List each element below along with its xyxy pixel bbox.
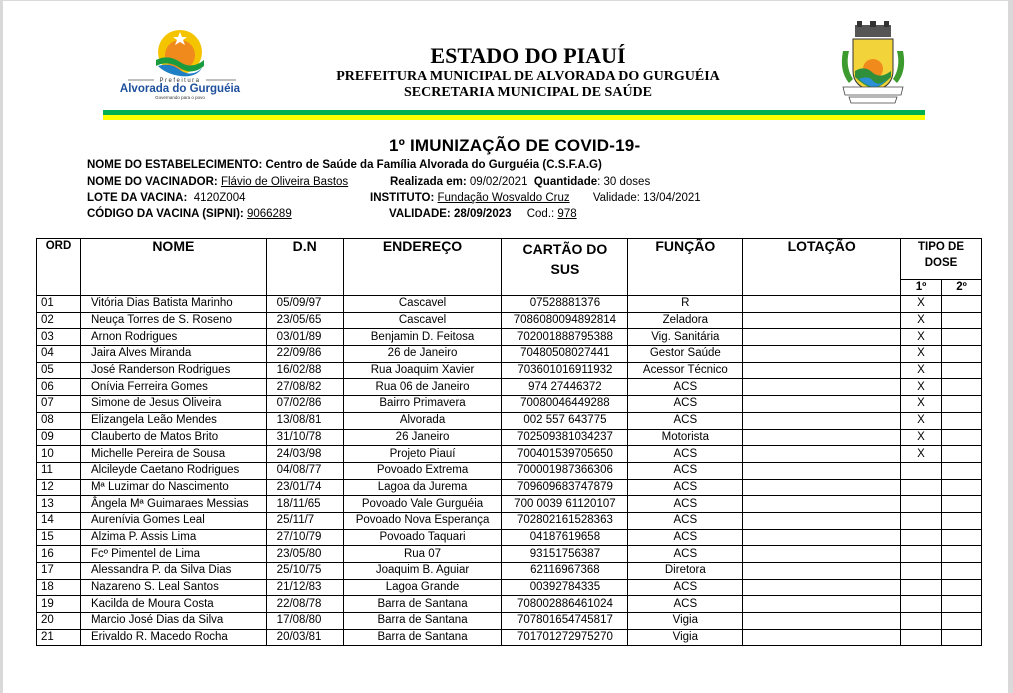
cell-ord: 03 (37, 329, 81, 346)
logo-name: Alvorada do Gurguéia (119, 83, 241, 95)
cell-dose-2 (941, 529, 981, 546)
cell-ord: 11 (37, 462, 81, 479)
cell-ord: 10 (37, 446, 81, 463)
establishment-label: NOME DO ESTABELECIMENTO: (87, 159, 263, 171)
cell-nome: Alzima P. Assis Lima (80, 529, 266, 546)
header-yellow-stripe (103, 115, 925, 120)
logo-tagline: Governando para o povo (155, 95, 205, 100)
cell-endereco: Benjamin D. Feitosa (343, 329, 502, 346)
cell-dose-1: X (901, 329, 942, 346)
cell-dose-2 (941, 346, 981, 363)
header-funcao: FUNÇÃO (628, 239, 743, 296)
cell-lotacao (743, 446, 901, 463)
prefecture-logo (118, 28, 258, 106)
cell-dn: 21/12/83 (266, 579, 343, 596)
cell-endereco: Povoado Extrema (343, 462, 502, 479)
cell-lotacao (743, 362, 901, 379)
cell-dose-2 (941, 512, 981, 529)
coat-of-arms-icon (835, 21, 911, 105)
cell-lotacao (743, 512, 901, 529)
cell-funcao: ACS (628, 396, 743, 413)
cell-endereco: Barra de Santana (343, 613, 502, 630)
table-row (37, 546, 982, 563)
cell-cartao: 974 27446372 (502, 379, 628, 396)
cell-funcao: ACS (628, 379, 743, 396)
cell-funcao: Vig. Sanitária (628, 329, 743, 346)
cell-funcao: ACS (628, 496, 743, 513)
cell-nome: Alcileyde Caetano Rodrigues (80, 462, 266, 479)
coat-of-arms (835, 21, 911, 105)
table-row (37, 529, 982, 546)
document-page (3, 1, 1008, 693)
header-nome: NOME (80, 239, 266, 296)
cell-cartao: 70080046449288 (502, 396, 628, 413)
header-lotacao: LOTAÇÃO (743, 239, 901, 296)
cell-nome: Michelle Pereira de Sousa (80, 446, 266, 463)
header-endereco: ENDEREÇO (343, 239, 502, 296)
cell-ord: 02 (37, 312, 81, 329)
cell-lotacao (743, 379, 901, 396)
cell-endereco: Barra de Santana (343, 629, 502, 646)
table-row (37, 346, 982, 363)
cell-nome: José Randerson Rodrigues (80, 362, 266, 379)
cell-ord: 20 (37, 613, 81, 630)
cell-cartao: 62116967368 (502, 563, 628, 580)
code-value: 9066289 (246, 208, 292, 220)
cell-dn: 17/08/80 (266, 613, 343, 630)
cell-endereco: Cascavel (343, 296, 502, 313)
table-row (37, 296, 982, 313)
cell-cartao: 04187619658 (502, 529, 628, 546)
cell-dn: 23/05/65 (266, 312, 343, 329)
cell-funcao: ACS (628, 462, 743, 479)
cell-dose-1: X (901, 362, 942, 379)
cell-funcao: ACS (628, 579, 743, 596)
cell-endereco: Rua 07 (343, 546, 502, 563)
cell-dose-1 (901, 579, 942, 596)
cell-dose-1 (901, 529, 942, 546)
table-row (37, 596, 982, 613)
cell-funcao: Vigia (628, 629, 743, 646)
cell-nome: Jaira Alves Miranda (80, 346, 266, 363)
cell-cartao: 93151756387 (502, 546, 628, 563)
cell-dose-2 (941, 479, 981, 496)
cell-dose-1: X (901, 412, 942, 429)
vaccinator-label: NOME DO VACINADOR: (87, 176, 218, 188)
cell-cartao: 702001888795388 (502, 329, 628, 346)
cell-dose-1: X (901, 429, 942, 446)
cell-dn: 04/08/77 (266, 462, 343, 479)
cell-funcao: Motorista (628, 429, 743, 446)
cell-lotacao (743, 613, 901, 630)
cod-value: 978 (557, 208, 577, 220)
cell-funcao: R (628, 296, 743, 313)
validity-label: VALIDADE: 28/09/2023 (389, 208, 512, 220)
cod-label: Cod.: (526, 208, 555, 220)
cell-funcao: ACS (628, 479, 743, 496)
cell-dose-1 (901, 563, 942, 580)
cell-dn: 03/01/89 (266, 329, 343, 346)
cell-endereco: Povoado Nova Esperança (343, 512, 502, 529)
cell-cartao: 07528881376 (502, 296, 628, 313)
cell-ord: 18 (37, 579, 81, 596)
cell-dose-1: X (901, 446, 942, 463)
code-line (87, 207, 292, 221)
cell-lotacao (743, 529, 901, 546)
quantity-label: Quantidade (533, 176, 598, 188)
prefecture-title: PREFEITURA MUNICIPAL DE ALVORADA DO GURGUÉIA (336, 69, 720, 84)
cell-dose-2 (941, 629, 981, 646)
cell-dose-1: X (901, 312, 942, 329)
cell-endereco: 26 Janeiro (343, 429, 502, 446)
cell-nome: Ângela Mª Guimaraes Messias (80, 496, 266, 513)
table-row (37, 412, 982, 429)
cell-endereco: Lagoa Grande (343, 579, 502, 596)
cell-dn: 23/05/80 (266, 546, 343, 563)
cell-lotacao (743, 329, 901, 346)
cell-dose-1 (901, 629, 942, 646)
cell-nome: Mª Luzimar do Nascimento (80, 479, 266, 496)
cell-ord: 01 (37, 296, 81, 313)
cell-ord: 16 (37, 546, 81, 563)
cell-funcao: ACS (628, 529, 743, 546)
cell-dose-2 (941, 546, 981, 563)
table-row (37, 462, 982, 479)
establishment-line (87, 158, 602, 172)
cell-endereco: Bairro Primavera (343, 396, 502, 413)
cell-lotacao (743, 296, 901, 313)
cell-ord: 08 (37, 412, 81, 429)
secretariat-title: SECRETARIA MUNICIPAL DE SAÚDE (403, 85, 653, 100)
cell-endereco: Projeto Piauí (343, 446, 502, 463)
cell-funcao: ACS (628, 512, 743, 529)
cell-cartao: 7086080094892814 (502, 312, 628, 329)
cell-dose-1 (901, 546, 942, 563)
cell-dn: 23/01/74 (266, 479, 343, 496)
table-row (37, 362, 982, 379)
cell-cartao: 701701272975270 (502, 629, 628, 646)
lot-label: LOTE DA VACINA: (87, 192, 188, 204)
lot-line (87, 191, 246, 205)
cell-lotacao (743, 629, 901, 646)
header-cartao: CARTÃO DO SUS (502, 239, 628, 296)
cell-endereco: Barra de Santana (343, 596, 502, 613)
cell-funcao: ACS (628, 412, 743, 429)
cell-funcao: Zeladora (628, 312, 743, 329)
cell-dn: 25/11/7 (266, 512, 343, 529)
cell-ord: 17 (37, 563, 81, 580)
cell-lotacao (743, 596, 901, 613)
cell-endereco: 26 de Janeiro (343, 346, 502, 363)
table-row (37, 629, 982, 646)
cell-dose-1 (901, 596, 942, 613)
table-row (37, 312, 982, 329)
table-row (37, 563, 982, 580)
cell-cartao: 702509381034237 (502, 429, 628, 446)
cell-dose-1 (901, 512, 942, 529)
sun-wave-logo-icon (118, 28, 258, 106)
cell-funcao: Vigia (628, 613, 743, 630)
cell-dn: 20/03/81 (266, 629, 343, 646)
table-row (37, 613, 982, 630)
cell-cartao: 002 557 643775 (502, 412, 628, 429)
cell-cartao: 700 0039 61120107 (502, 496, 628, 513)
cell-dose-2 (941, 329, 981, 346)
cell-cartao: 709609683747879 (502, 479, 628, 496)
cell-dose-2 (941, 596, 981, 613)
cell-nome: Aurenívia Gomes Leal (80, 512, 266, 529)
cell-dose-2 (941, 396, 981, 413)
cell-nome: Nazareno S. Leal Santos (80, 579, 266, 596)
cell-dn: 22/09/86 (266, 346, 343, 363)
cell-lotacao (743, 346, 901, 363)
cell-dose-1 (901, 496, 942, 513)
cell-lotacao (743, 479, 901, 496)
table-row (37, 479, 982, 496)
cell-nome: Clauberto de Matos Brito (80, 429, 266, 446)
cell-dn: 16/02/88 (266, 362, 343, 379)
table-row (37, 379, 982, 396)
cell-lotacao (743, 412, 901, 429)
header-dose-2: 2º (941, 280, 981, 296)
validity-small-value: 13/04/2021 (643, 192, 701, 204)
cell-dose-1 (901, 462, 942, 479)
cell-nome: Marcio José Dias da Silva (80, 613, 266, 630)
table-row (37, 496, 982, 513)
cell-funcao: Gestor Saúde (628, 346, 743, 363)
cell-ord: 15 (37, 529, 81, 546)
cell-dose-2 (941, 296, 981, 313)
cell-dose-1: X (901, 396, 942, 413)
performed-label: Realizada em: (390, 176, 467, 188)
cell-dose-2 (941, 462, 981, 479)
cell-cartao: 702802161528363 (502, 512, 628, 529)
cell-funcao: ACS (628, 546, 743, 563)
cell-funcao: Acessor Técnico (628, 362, 743, 379)
header-dose-1: 1º (901, 280, 942, 296)
cell-dn: 13/08/81 (266, 412, 343, 429)
cell-endereco: Povoado Vale Gurguéia (343, 496, 502, 513)
cell-endereco: Rua 06 de Janeiro (343, 379, 502, 396)
cell-nome: Fcº Pimentel de Lima (80, 546, 266, 563)
code-label: CÓDIGO DA VACINA (SIPNI): (87, 208, 244, 220)
cell-lotacao (743, 429, 901, 446)
header-tipo-dose: TIPO DE DOSE (901, 239, 982, 280)
cell-dose-2 (941, 429, 981, 446)
cell-ord: 14 (37, 512, 81, 529)
cell-endereco: Lagoa da Jurema (343, 479, 502, 496)
cell-funcao: ACS (628, 596, 743, 613)
cell-ord: 21 (37, 629, 81, 646)
cell-dn: 07/02/86 (266, 396, 343, 413)
table-row (37, 512, 982, 529)
cell-cartao: 70480508027441 (502, 346, 628, 363)
table-row (37, 446, 982, 463)
header-dn: D.N (266, 239, 343, 296)
cell-endereco: Alvorada (343, 412, 502, 429)
cell-endereco: Rua Joaquim Xavier (343, 362, 502, 379)
cell-nome: Alessandra P. da Silva Dias (80, 563, 266, 580)
cell-dose-2 (941, 496, 981, 513)
cell-dn: 27/08/82 (266, 379, 343, 396)
cell-cartao: 707801654745817 (502, 613, 628, 630)
cell-dn: 27/10/79 (266, 529, 343, 546)
cell-endereco: Joaquim B. Aguiar (343, 563, 502, 580)
cell-cartao: 00392784335 (502, 579, 628, 596)
institute-value: Fundação Wosvaldo Cruz (437, 192, 570, 204)
vaccinator-value: Flávio de Oliveira Bastos (220, 176, 349, 188)
immunization-table (36, 238, 982, 646)
cell-dose-1 (901, 613, 942, 630)
cell-ord: 09 (37, 429, 81, 446)
cell-dn: 18/11/65 (266, 496, 343, 513)
cell-dose-1: X (901, 379, 942, 396)
cell-nome: Kacilda de Moura Costa (80, 596, 266, 613)
cell-ord: 05 (37, 362, 81, 379)
cell-dose-1: X (901, 346, 942, 363)
table-row (37, 429, 982, 446)
cell-funcao: Diretora (628, 563, 743, 580)
cell-lotacao (743, 396, 901, 413)
cell-nome: Elizangela Leão Mendes (80, 412, 266, 429)
cell-dn: 25/10/75 (266, 563, 343, 580)
cell-cartao: 703601016911932 (502, 362, 628, 379)
cell-nome: Vitória Dias Batista Marinho (80, 296, 266, 313)
cell-ord: 19 (37, 596, 81, 613)
vaccinator-line (87, 175, 348, 189)
cell-nome: Simone de Jesus Oliveira (80, 396, 266, 413)
header-ord: ORD (37, 239, 81, 296)
cell-lotacao (743, 312, 901, 329)
cell-dose-2 (941, 563, 981, 580)
document-title: 1º IMUNIZAÇÃO DE COVID-19- (389, 136, 641, 155)
table-row (37, 329, 982, 346)
cell-dose-2 (941, 379, 981, 396)
logo-top-text: Prefeitura (159, 78, 201, 84)
lot-value: 4120Z004 (193, 192, 246, 204)
validity-small-label: Validade: (592, 192, 640, 204)
cell-nome: Arnon Rodrigues (80, 329, 266, 346)
cell-cartao: 708002886461024 (502, 596, 628, 613)
institute-label: INSTITUTO: (370, 192, 435, 204)
cell-dose-2 (941, 312, 981, 329)
cell-dn: 31/10/78 (266, 429, 343, 446)
establishment-value: Centro de Saúde da Família Alvorada do Gurguéia (C.S.F.A.G) (265, 159, 602, 171)
cell-lotacao (743, 579, 901, 596)
cell-lotacao (743, 496, 901, 513)
cell-dose-2 (941, 362, 981, 379)
institute-line (370, 191, 701, 205)
performed-value: 09/02/2021 (469, 176, 528, 188)
cell-endereco: Cascavel (343, 312, 502, 329)
cell-dose-2 (941, 613, 981, 630)
cell-cartao: 700401539705650 (502, 446, 628, 463)
cell-dose-2 (941, 446, 981, 463)
quantity-value: : 30 doses (597, 176, 651, 188)
cell-lotacao (743, 462, 901, 479)
table-row (37, 579, 982, 596)
cell-ord: 04 (37, 346, 81, 363)
cell-dose-2 (941, 579, 981, 596)
cell-dose-1: X (901, 296, 942, 313)
cell-endereco: Povoado Taquari (343, 529, 502, 546)
cell-nome: Onívia Ferreira Gomes (80, 379, 266, 396)
cell-ord: 12 (37, 479, 81, 496)
cell-cartao: 700001987366306 (502, 462, 628, 479)
cell-funcao: ACS (628, 446, 743, 463)
cell-dn: 22/08/78 (266, 596, 343, 613)
cell-dn: 05/09/97 (266, 296, 343, 313)
cell-dn: 24/03/98 (266, 446, 343, 463)
table-row (37, 396, 982, 413)
cell-nome: Erivaldo R. Macedo Rocha (80, 629, 266, 646)
cell-nome: Neuça Torres de S. Roseno (80, 312, 266, 329)
cell-ord: 07 (37, 396, 81, 413)
cell-lotacao (743, 546, 901, 563)
cell-dose-2 (941, 412, 981, 429)
state-title: ESTADO DO PIAUÍ (430, 43, 626, 68)
cell-ord: 13 (37, 496, 81, 513)
cell-lotacao (743, 563, 901, 580)
cell-ord: 06 (37, 379, 81, 396)
cell-dose-1 (901, 479, 942, 496)
performed-line (390, 175, 650, 189)
document-header (303, 43, 753, 101)
table-body (37, 296, 982, 646)
validity-line (389, 207, 577, 221)
